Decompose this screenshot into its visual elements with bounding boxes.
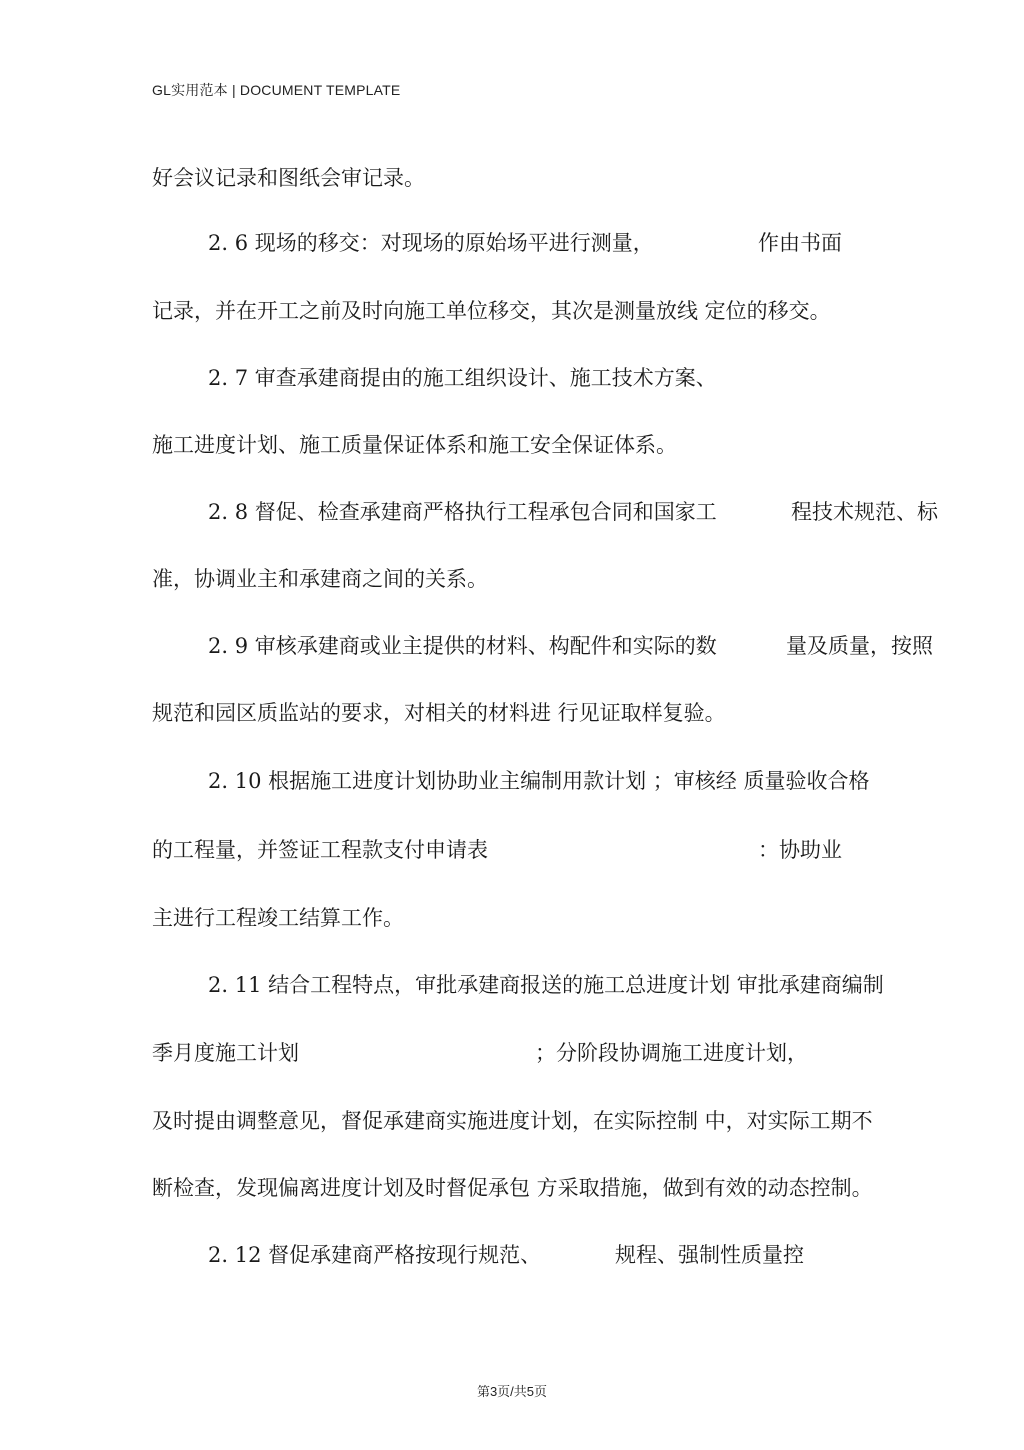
section-2-9-heading: 2. 9 审核承建商或业主提供的材料、构配件和实际的数 [208, 634, 717, 658]
body-line-fragment: 量及质量，按照 [786, 634, 933, 658]
body-line-fragment: 作由书面 [758, 231, 842, 255]
section-2-11-heading: 2. 11 结合工程特点，审批承建商报送的施工总进度计划 审批承建商编制 [208, 973, 884, 997]
section-2-12-heading: 2. 12 督促承建商严格按现行规范、 [208, 1243, 542, 1267]
body-line: 主进行工程竣工结算工作。 [152, 906, 404, 930]
page-number: 第3页/共5页 [476, 1384, 548, 1399]
body-line-fragment: ；分阶段协调施工进度计划， [535, 1041, 808, 1065]
section-2-8-heading: 2. 8 督促、检查承建商严格执行工程承包合同和国家工 [208, 500, 717, 524]
body-line-fragment: 程技术规范、标 [791, 500, 938, 524]
body-line: 规范和园区质监站的要求，对相关的材料进 行见证取样复验。 [152, 701, 726, 725]
body-line: 准，协调业主和承建商之间的关系。 [152, 567, 488, 591]
body-line: 好会议记录和图纸会审记录。 [152, 166, 425, 190]
body-line: 断检查，发现偏离进度计划及时督促承包 方采取措施，做到有效的动态控制。 [152, 1176, 873, 1200]
body-line: 施工进度计划、施工质量保证体系和施工安全保证体系。 [152, 433, 677, 457]
section-2-10-heading: 2. 10 根据施工进度计划协助业主编制用款计划 ；审核经 质量验收合格 [208, 769, 870, 793]
section-2-6-heading: 2. 6 现场的移交：对现场的原始场平进行测量， [208, 231, 654, 255]
document-header: GL实用范本 | DOCUMENT TEMPLATE [152, 82, 401, 98]
body-line-fragment: ：协助业 [758, 838, 842, 862]
body-line-fragment: 规程、强制性质量控 [615, 1243, 804, 1267]
section-2-7-heading: 2. 7 审查承建商提由的施工组织设计、施工技术方案、 [208, 366, 717, 390]
body-line: 的工程量，并签证工程款支付申请表 [152, 838, 488, 862]
body-line: 季月度施工计划 [152, 1041, 299, 1065]
body-line: 记录，并在开工之前及时向施工单位移交，其次是测量放线 定位的移交。 [152, 299, 831, 323]
body-line: 及时提由调整意见，督促承建商实施进度计划，在实际控制 中，对实际工期不 [152, 1109, 873, 1133]
